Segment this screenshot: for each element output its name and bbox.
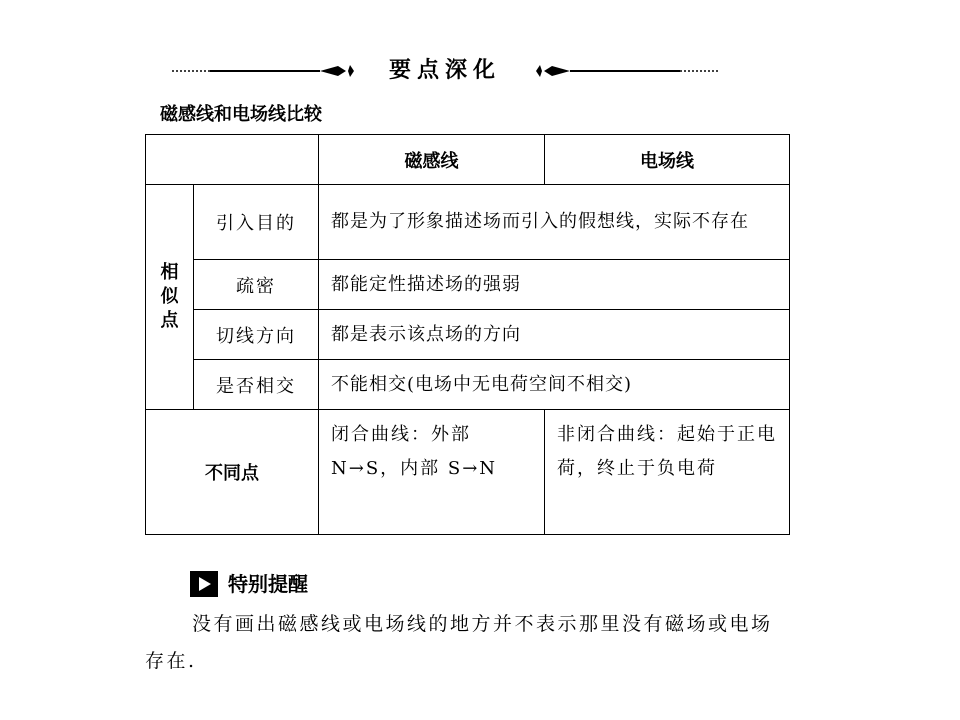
table-row-difference	[146, 410, 790, 535]
row-content: 都能定性描述场的强弱	[319, 260, 790, 310]
table-row	[146, 310, 790, 360]
row-label: 是否相交	[194, 360, 319, 410]
table-row	[146, 360, 790, 410]
row-label: 疏密	[194, 260, 319, 310]
row-content: 都是为了形象描述场而引入的假想线，实际不存在	[319, 185, 790, 260]
row-label: 引入目的	[194, 185, 319, 260]
play-arrow-icon	[190, 571, 218, 597]
tip-text: 没有画出磁感线或电场线的地方并不表示那里没有磁场或电场存在.	[145, 613, 773, 672]
table-header-row	[146, 135, 790, 185]
banner-title: 要点深化	[388, 58, 501, 83]
header-electric: 电场线	[545, 135, 790, 185]
row-content: 都是表示该点场的方向	[319, 310, 790, 360]
difference-magnetic: 闭合曲线：外部 N→S，内部 S→N	[319, 410, 545, 535]
section-subtitle: 磁感线和电场线比较	[160, 104, 322, 125]
header-magnetic: 磁感线	[319, 135, 545, 185]
difference-electric: 非闭合曲线：起始于正电荷，终止于负电荷	[545, 410, 790, 535]
tip-title: 特别提醒	[228, 572, 308, 596]
table-row	[146, 185, 790, 260]
row-label: 切线方向	[194, 310, 319, 360]
comparison-table	[145, 134, 790, 535]
similarity-group-label: 相似点	[146, 185, 194, 410]
difference-label: 不同点	[146, 410, 319, 535]
header-empty-cell	[146, 135, 319, 185]
table-row	[146, 260, 790, 310]
row-content: 不能相交(电场中无电荷空间不相交)	[319, 360, 790, 410]
section-banner	[170, 55, 720, 87]
